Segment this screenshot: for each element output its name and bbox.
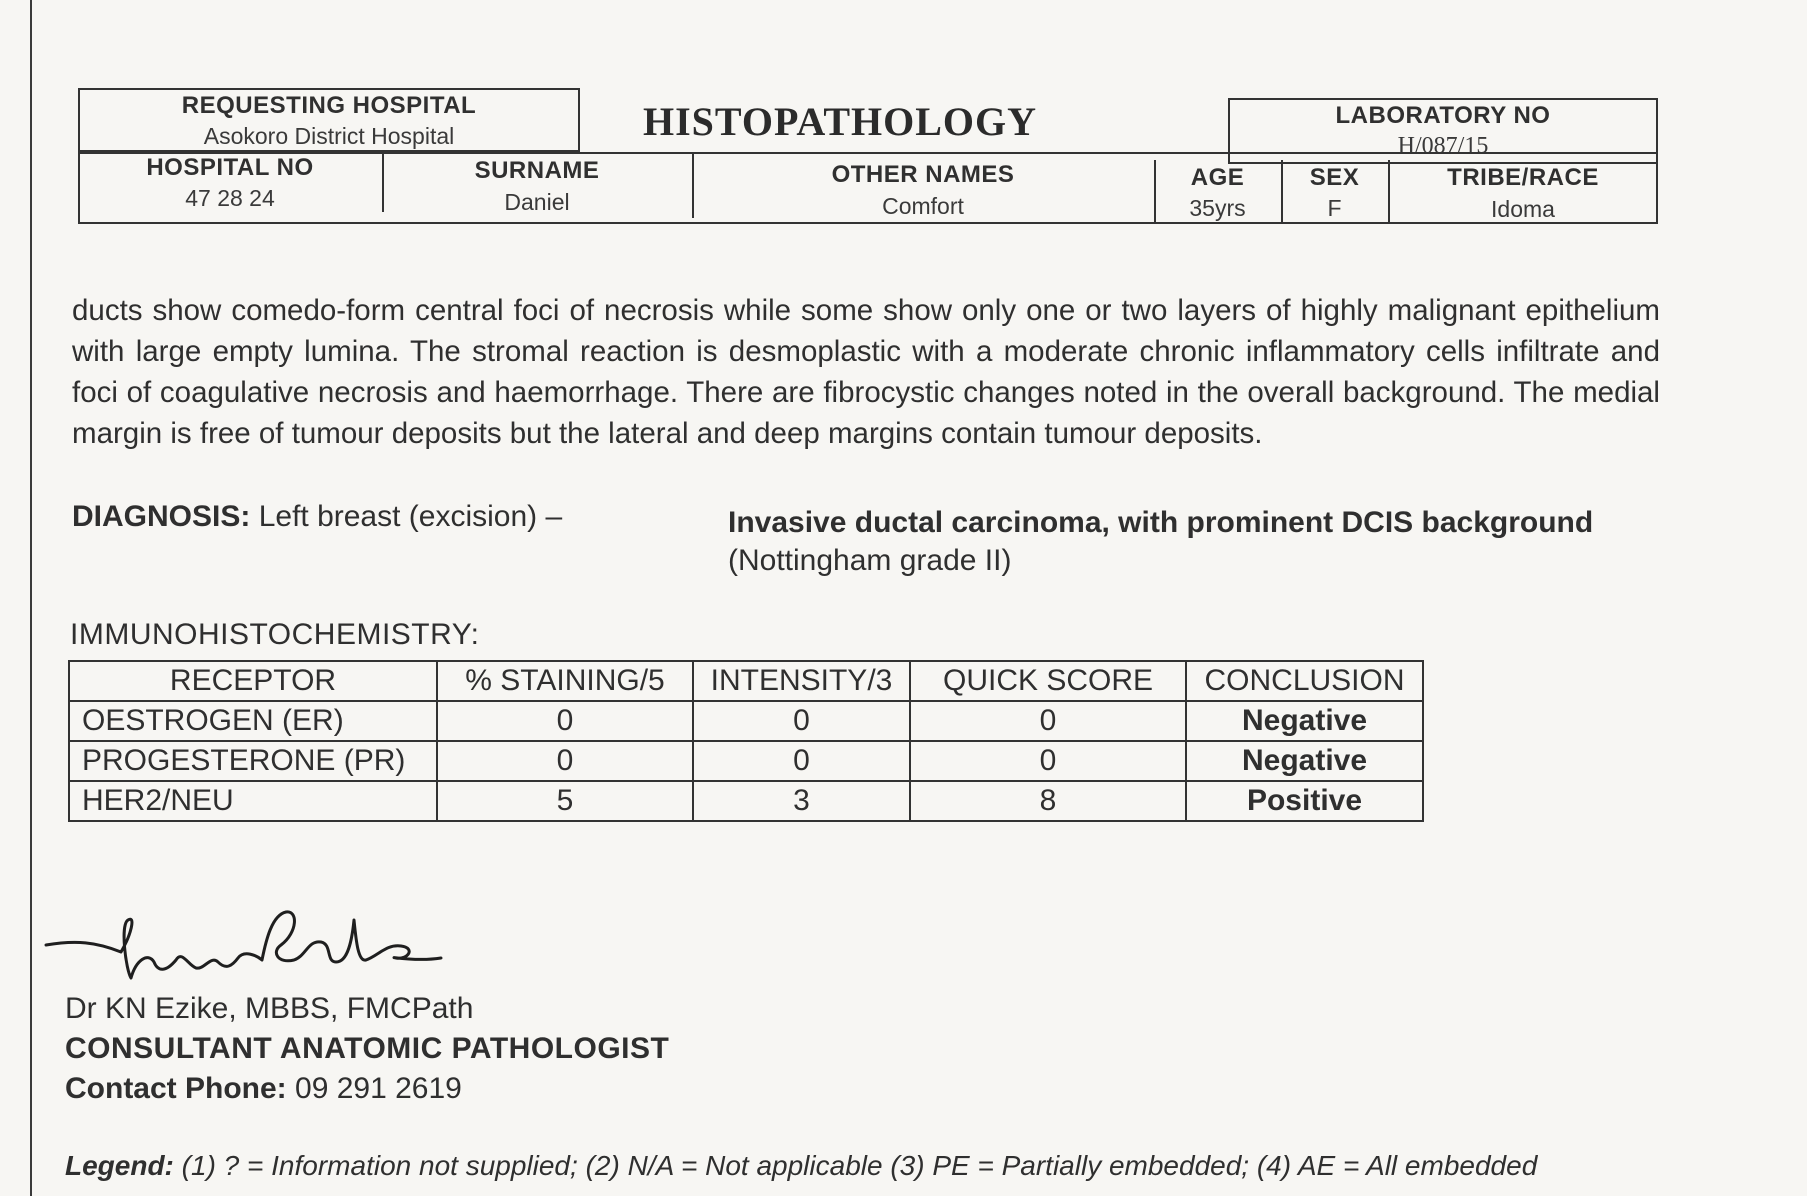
- tribe-race-value: Idoma: [1491, 196, 1555, 222]
- receptor-cell: OESTROGEN (ER): [69, 701, 437, 741]
- page-title: HISTOPATHOLOGY: [642, 99, 1038, 144]
- table-row: [69, 781, 1423, 821]
- quick-score-cell: 0: [910, 701, 1186, 741]
- quick-score-cell: 8: [910, 781, 1186, 821]
- laboratory-no-label: LABORATORY NO: [1335, 102, 1551, 129]
- column-header: % STAINING/5: [437, 661, 693, 701]
- tribe-race-label: TRIBE/RACE: [1447, 164, 1599, 191]
- age-value: 35yrs: [1189, 195, 1246, 221]
- ihc-title: IMMUNOHISTOCHEMISTRY:: [70, 618, 480, 651]
- intensity-cell: 3: [693, 781, 910, 821]
- table-header-row: [69, 661, 1423, 701]
- receptor-cell: PROGESTERONE (PR): [69, 741, 437, 781]
- laboratory-no-value: H/087/15: [1397, 133, 1489, 159]
- sex-label: SEX: [1309, 164, 1360, 191]
- page-edge: [30, 0, 32, 1196]
- other-names-value: Comfort: [882, 193, 964, 219]
- contact-label: Contact Phone:: [65, 1072, 287, 1105]
- other-names-label: OTHER NAMES: [831, 161, 1015, 188]
- requesting-hospital-label: REQUESTING HOSPITAL: [181, 92, 477, 119]
- staining-cell: 0: [437, 741, 693, 781]
- column-header: QUICK SCORE: [910, 661, 1186, 701]
- hospital-no-label: HOSPITAL NO: [146, 154, 314, 181]
- report-paragraph: ducts show comedo-form central foci of necrosis while some show only one or two layers of highly malignant epithelium with large empty lumina. The stromal reaction is desmoplastic with a moderate chronic inflammatory cells infiltrate and foci of coagulative necrosis and haemorrhage. There are fibrocystic changes noted in the overall background. The medial margin is free of tumour deposits but the lateral and deep margins contain tumour deposits.: [72, 294, 1660, 450]
- contact-phone: [65, 1072, 462, 1106]
- diagnosis-site: Left breast (excision) –: [258, 500, 563, 533]
- ihc-table: [68, 660, 1424, 822]
- staining-cell: 0: [437, 701, 693, 741]
- column-header: RECEPTOR: [69, 661, 437, 701]
- hospital-no-value: 47 28 24: [185, 185, 275, 211]
- conclusion-cell: Negative: [1186, 741, 1423, 781]
- conclusion-cell: Negative: [1186, 701, 1423, 741]
- contact-value: 09 291 2619: [295, 1072, 462, 1105]
- diagnosis-grade: (Nottingham grade II): [728, 544, 1012, 577]
- staining-cell: 5: [437, 781, 693, 821]
- intensity-cell: 0: [693, 701, 910, 741]
- diagnosis-result: [728, 504, 1593, 580]
- table-row: [69, 741, 1423, 781]
- surname-value: Daniel: [504, 189, 570, 215]
- diagnosis-line: [72, 500, 562, 534]
- legend: [65, 1150, 1537, 1182]
- diagnosis-label: DIAGNOSIS:: [72, 500, 251, 533]
- receptor-cell: HER2/NEU: [69, 781, 437, 821]
- diagnosis-finding: Invasive ductal carcinoma, with prominent DCIS background: [728, 506, 1594, 539]
- column-header: CONCLUSION: [1186, 661, 1423, 701]
- column-header: INTENSITY/3: [693, 661, 910, 701]
- pathologist-title: CONSULTANT ANATOMIC PATHOLOGIST: [65, 1032, 670, 1065]
- legend-text: (1) ? = Information not supplied; (2) N/A = Not applicable (3) PE = Partially embedded; (4) AE = All embedded: [181, 1150, 1538, 1181]
- age-label: AGE: [1190, 164, 1245, 191]
- sex-value: F: [1327, 195, 1342, 221]
- quick-score-cell: 0: [910, 741, 1186, 781]
- table-row: [69, 701, 1423, 741]
- legend-label: Legend:: [65, 1150, 174, 1181]
- pathologist-name: Dr KN Ezike, MBBS, FMCPath: [65, 992, 474, 1025]
- requesting-hospital-value: Asokoro District Hospital: [203, 123, 455, 149]
- conclusion-cell: Positive: [1186, 781, 1423, 821]
- surname-label: SURNAME: [474, 157, 600, 184]
- intensity-cell: 0: [693, 741, 910, 781]
